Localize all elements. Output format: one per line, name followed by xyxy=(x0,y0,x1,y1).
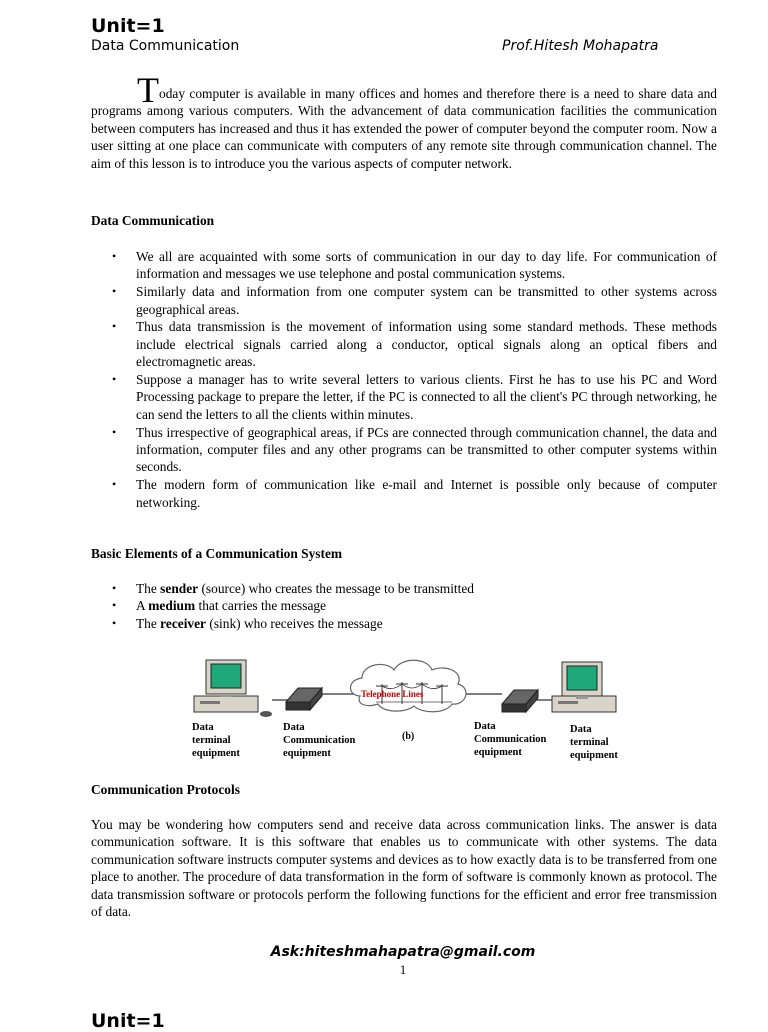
list-item: • The sender (source) who creates the message to be transmitted xyxy=(91,580,717,597)
dte-left-label: Data terminal equipment xyxy=(192,722,240,759)
modem-icon xyxy=(286,688,322,710)
diagram-illustration xyxy=(190,652,622,722)
dce-left-label: Data Communication equipment xyxy=(283,722,356,759)
data-communication-heading: Data Communication xyxy=(91,213,215,228)
intro-text: oday computer is available in many offices and homes and therefore there is a need to share data and programs among various computers. With the advancement of data communication facilities the communication between computers has increased and thus it has extended the power of computer beyond the computer room. Now a user sitting at one place can communicate with computers of any remote site through communication channel. The aim of this lesson is to introduce you the various aspects of computer network. xyxy=(91,86,717,171)
page-number: 1 xyxy=(399,962,407,977)
list-item: • The receiver (sink) who receives the message xyxy=(91,615,717,632)
list-item: • We all are acquainted with some sorts of communication in our day to day life. For communication of information and messages we use telephone and postal communication systems. xyxy=(91,248,717,283)
telephone-lines-label: Telephone Lines xyxy=(361,689,424,699)
basic-elements-list xyxy=(91,580,717,632)
protocols-paragraph: You may be wondering how computers send and receive data across communication links. The answer is data communication software. It is this software that enables us to communicate with other systems. The data communication software instructs computer systems and devices as to how exactly data is to be transferred from one place to another. The procedure of data transformation in the form of software is commonly known as protocol. The data transmission software or protocols perform the following functions for the efficient and error free transmission of data. xyxy=(91,817,717,920)
list-item: • A medium that carries the message xyxy=(91,597,717,614)
dce-right-label: Data Communication equipment xyxy=(474,721,547,758)
intro-paragraph xyxy=(91,70,717,172)
list-item: • The modern form of communication like e-mail and Internet is possible only because of computer networking. xyxy=(91,476,717,511)
modem-icon xyxy=(502,690,538,712)
computer-icon xyxy=(552,662,616,712)
drop-cap: T xyxy=(137,70,159,110)
unit-title: Unit=1 xyxy=(91,15,165,37)
computer-icon xyxy=(194,660,272,717)
basic-elements-heading: Basic Elements of a Communication System xyxy=(91,546,343,561)
dte-right-label: Data terminal equipment xyxy=(570,724,618,761)
list-item: • Similarly data and information from one computer system can be transmitted to other systems across geographical areas. xyxy=(91,283,717,318)
diagram-caption: (b) xyxy=(402,731,415,742)
list-item: • Suppose a manager has to write several letters to various clients. First he has to use his PC and Word Processing package to prepare the letter, if the PC is connected to all the client's PC through networking, he can send the letters to all the clients within minutes. xyxy=(91,371,717,423)
footer-email: Ask:hiteshmahapatra@gmail.com xyxy=(270,944,536,960)
cloud-icon xyxy=(351,660,466,712)
next-page-unit-title: Unit=1 xyxy=(91,1010,165,1032)
list-item: • Thus irrespective of geographical areas, if PCs are connected through communication channel, the data and information, computer files and any other programs can be transmitted to other computer systems within seconds. xyxy=(91,424,717,476)
author-name: Prof.Hitesh Mohapatra xyxy=(502,38,659,54)
data-communication-list xyxy=(91,248,717,511)
list-item: • Thus data transmission is the movement of information using some standard methods. These methods include electrical signals carried along a conductor, optical signals along an optical fibers and electromagnetic areas. xyxy=(91,318,717,370)
communication-diagram xyxy=(190,652,622,768)
subject-title: Data Communication xyxy=(91,38,240,54)
protocols-heading: Communication Protocols xyxy=(91,782,240,797)
